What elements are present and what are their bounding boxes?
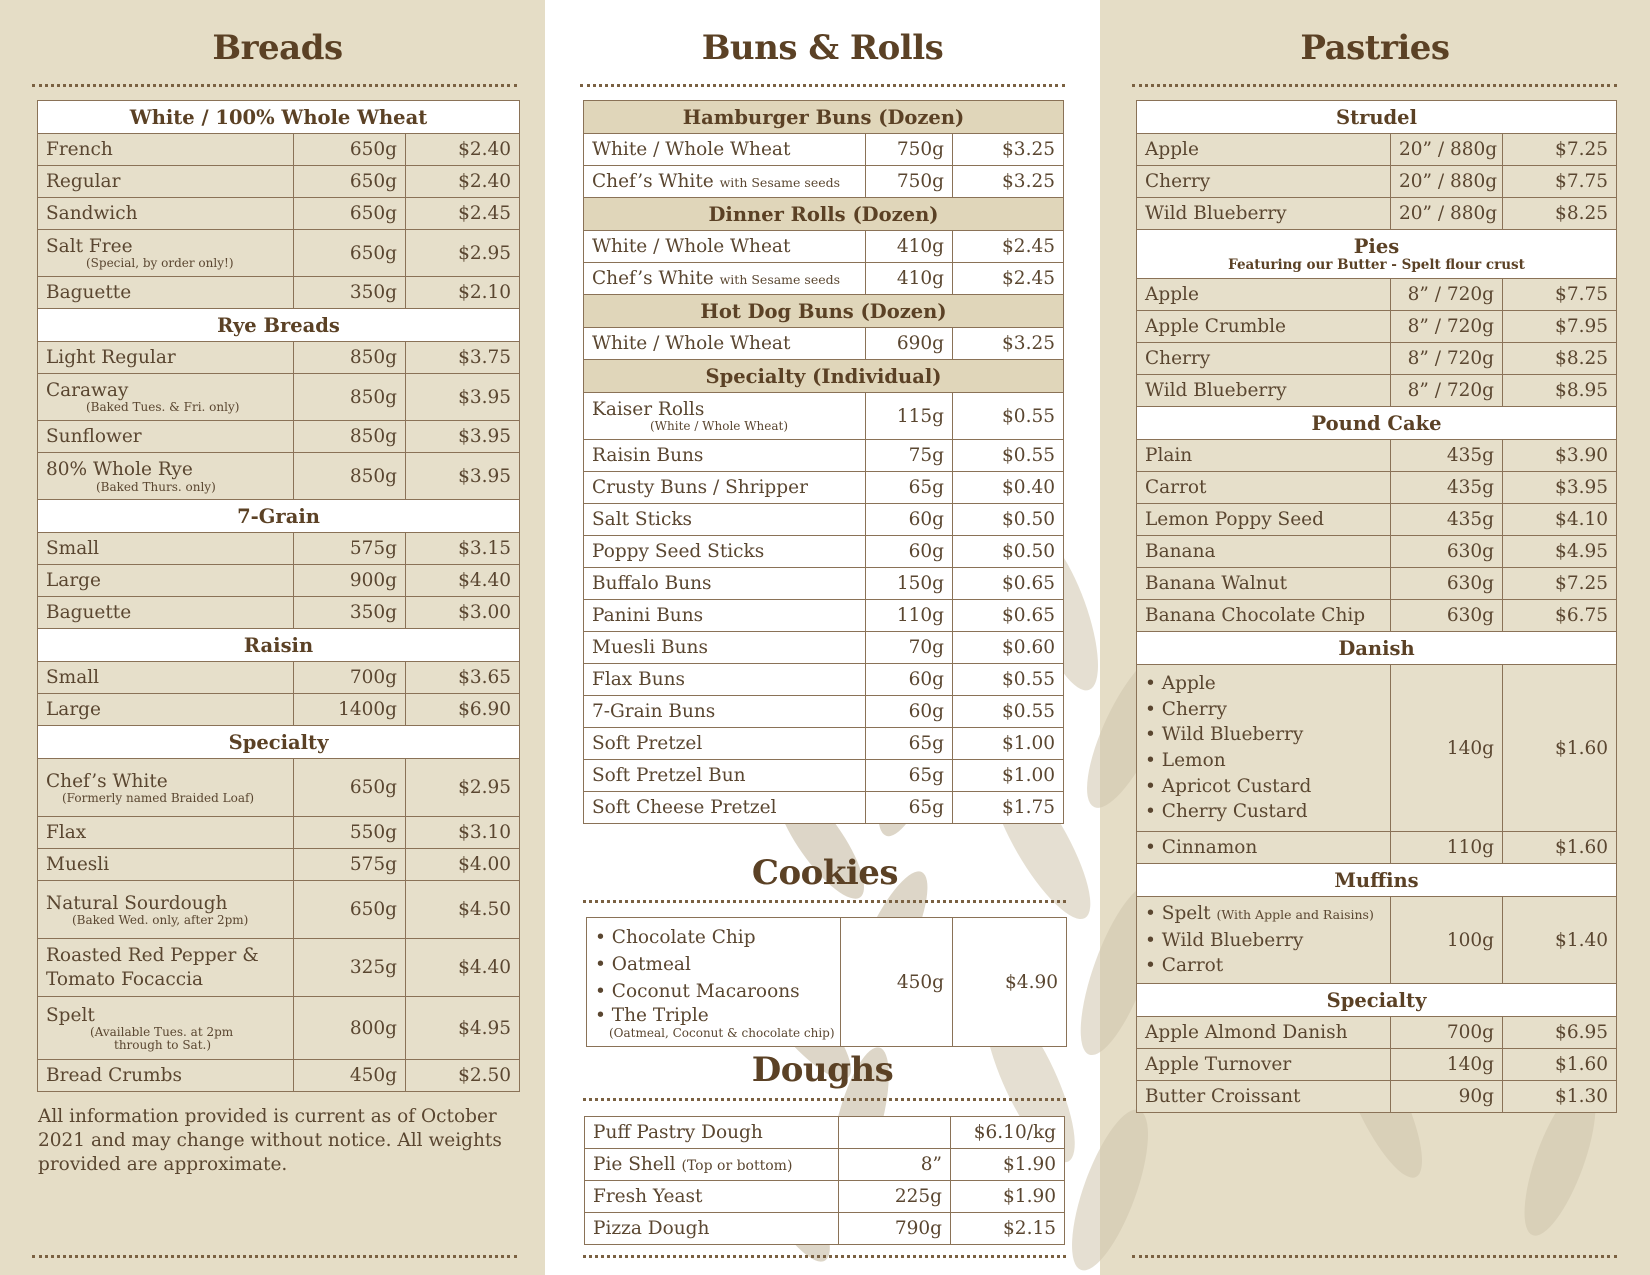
menu-row: Soft Pretzel Bun 65g $1.00 xyxy=(584,760,1064,792)
buns-table xyxy=(583,100,1064,824)
item-note: (Special, by order only!) xyxy=(86,256,234,270)
menu-row: Banana 630g $4.95 xyxy=(1137,536,1617,568)
pastries-heading: Pastries xyxy=(1300,28,1450,68)
item-name: Spelt xyxy=(46,1004,95,1026)
item-name-line2: Tomato Focaccia xyxy=(46,968,204,990)
danish-item: • Wild Blueberry xyxy=(1145,724,1304,746)
section-7-grain: 7-Grain xyxy=(38,500,520,533)
cookie-item: • Oatmeal xyxy=(595,954,691,975)
muffin-item: • Spelt xyxy=(1145,903,1211,925)
cookie-item: • Coconut Macaroons xyxy=(595,981,800,1002)
menu-row: Bread Crumbs 450g $2.50 xyxy=(38,1060,520,1092)
menu-row: French 650g $2.40 xyxy=(38,134,520,166)
cookie-note: (Oatmeal, Coconut & chocolate chip) xyxy=(609,1026,835,1040)
menu-row: Apple 8” / 720g $7.75 xyxy=(1137,279,1617,311)
section-muffins: Muffins xyxy=(1137,864,1617,897)
menu-row: Large 1400g $6.90 xyxy=(38,694,520,726)
menu-row: Flax Buns 60g $0.55 xyxy=(584,664,1064,696)
menu-row: Small 575g $3.15 xyxy=(38,533,520,565)
menu-row: Apple Turnover 140g $1.60 xyxy=(1137,1049,1617,1081)
menu-row: Muesli Buns 70g $0.60 xyxy=(584,632,1064,664)
menu-row: Muesli 575g $4.00 xyxy=(38,849,520,881)
menu-row: Regular 650g $2.40 xyxy=(38,166,520,198)
menu-row: White / Whole Wheat 410g $2.45 xyxy=(584,231,1064,263)
item-note: with Sesame seeds xyxy=(719,175,841,190)
menu-row: Wild Blueberry 20” / 880g $8.25 xyxy=(1137,198,1617,230)
item-note-line2: through to Sat.) xyxy=(114,1037,212,1052)
menu-row: Buffalo Buns 150g $0.65 xyxy=(584,568,1064,600)
menu-row: Sandwich 650g $2.45 xyxy=(38,198,520,230)
menu-row: Light Regular 850g $3.75 xyxy=(38,342,520,374)
menu-row: Apple 20” / 880g $7.25 xyxy=(1137,134,1617,166)
danish-item: • Apricot Custard xyxy=(1145,775,1312,797)
section-white-wheat: White / 100% Whole Wheat xyxy=(38,101,520,134)
item-note: (Top or bottom) xyxy=(681,1158,793,1174)
menu-row: Cherry 8” / 720g $8.25 xyxy=(1137,343,1617,375)
buns-heading: Buns & Rolls xyxy=(701,28,944,68)
item-note: (Baked Wed. only, after 2pm) xyxy=(72,912,249,927)
menu-row: Chef’s White (Formerly named Braided Loaf) 650g $2.95 xyxy=(38,759,520,817)
menu-row: Roasted Red Pepper & Tomato Focaccia 325g $4.40 xyxy=(38,939,520,997)
item-note: (Baked Tues. & Fri. only) xyxy=(86,400,240,414)
section-danish: Danish xyxy=(1137,632,1617,665)
menu-row: Caraway (Baked Tues. & Fri. only) 850g $3.95 xyxy=(38,374,520,421)
section-pound-cake: Pound Cake xyxy=(1137,407,1617,440)
item-note: with Sesame seeds xyxy=(719,272,841,287)
breads-heading: Breads xyxy=(212,28,343,68)
menu-row: Soft Pretzel 65g $1.00 xyxy=(584,728,1064,760)
pastries-divider xyxy=(1132,84,1617,87)
item-note: (Baked Thurs. only) xyxy=(96,479,216,494)
cookies-divider xyxy=(583,900,1066,903)
menu-row: Small 700g $3.65 xyxy=(38,662,520,694)
menu-row: Flax 550g $3.10 xyxy=(38,817,520,849)
menu-row: Soft Cheese Pretzel 65g $1.75 xyxy=(584,792,1064,824)
menu-row: Fresh Yeast 225g $1.90 xyxy=(585,1181,1065,1213)
menu-row: 7-Grain Buns 60g $0.55 xyxy=(584,696,1064,728)
menu-row: Kaiser Rolls (White / Whole Wheat) 115g $0.55 xyxy=(584,393,1064,440)
cookies-row: • Chocolate Chip • Oatmeal • Coconut Macaroons • The Triple (Oatmeal, Coconut & chocolate chip) 450g $4.90 xyxy=(587,918,1067,1047)
item-name: Caraway xyxy=(46,380,129,401)
buns-bottom-divider xyxy=(583,1255,1066,1258)
cookies-heading: Cookies xyxy=(751,853,899,893)
breads-divider xyxy=(32,84,517,87)
item-name: Kaiser Rolls xyxy=(592,399,705,420)
menu-row: Natural Sourdough (Baked Wed. only, after 2pm) 650g $4.50 xyxy=(38,881,520,939)
cookies-table xyxy=(586,917,1067,1047)
pastries-bottom-divider xyxy=(1132,1255,1617,1258)
cookie-item: • The Triple xyxy=(595,1005,709,1026)
muffins-row: • Spelt (With Apple and Raisins) • Wild Blueberry • Carrot 100g $1.40 xyxy=(1137,897,1617,984)
menu-row: Salt Free (Special, by order only!) 650g $2.95 xyxy=(38,230,520,277)
breads-table xyxy=(37,100,520,1092)
danish-item: • Lemon xyxy=(1145,750,1226,771)
pies-title: Pies xyxy=(1353,235,1400,258)
section-strudel: Strudel xyxy=(1137,101,1617,134)
section-rye: Rye Breads xyxy=(38,309,520,342)
section-hot-dog: Hot Dog Buns (Dozen) xyxy=(584,295,1064,328)
pastries-table xyxy=(1136,100,1617,1113)
item-note: (Available Tues. at 2pm xyxy=(90,1024,234,1039)
menu-row: 80% Whole Rye (Baked Thurs. only) 850g $3.95 xyxy=(38,453,520,500)
section-hamburger: Hamburger Buns (Dozen) xyxy=(584,101,1064,134)
item-name: Pie Shell xyxy=(593,1154,676,1175)
menu-row: Chef’s White with Sesame seeds 410g $2.45 xyxy=(584,263,1064,295)
item-name: Salt Free xyxy=(46,236,133,257)
item-name: Natural Sourdough xyxy=(46,892,228,914)
menu-row: White / Whole Wheat 690g $3.25 xyxy=(584,328,1064,360)
doughs-divider xyxy=(583,1098,1066,1101)
pies-subtitle: Featuring our Butter - Spelt flour crust xyxy=(1228,257,1525,273)
section-dinner-rolls: Dinner Rolls (Dozen) xyxy=(584,198,1064,231)
menu-row: Large 900g $4.40 xyxy=(38,565,520,597)
item-name: Chef’s White xyxy=(592,268,714,289)
danish-item: • Cherry Custard xyxy=(1145,801,1308,823)
danish-group-row: • Apple • Cherry • Wild Blueberry • Lemon • Apricot Custard • Cherry Custard 140g $1.60 xyxy=(1137,665,1617,832)
menu-row: Banana Chocolate Chip 630g $6.75 xyxy=(1137,600,1617,632)
menu-row: Apple Crumble 8” / 720g $7.95 xyxy=(1137,311,1617,343)
section-raisin: Raisin xyxy=(38,629,520,662)
menu-row: Carrot 435g $3.95 xyxy=(1137,472,1617,504)
muffin-note: (With Apple and Raisins) xyxy=(1216,907,1374,923)
menu-row: Pizza Dough 790g $2.15 xyxy=(585,1213,1065,1245)
danish-item: • Cherry xyxy=(1145,698,1227,720)
section-bun-specialty: Specialty (Individual) xyxy=(584,360,1064,393)
item-name: Roasted Red Pepper & xyxy=(46,944,259,966)
disclaimer-text: All information provided is current as of October 2021 and may change without notice. All weights provided are approximate. xyxy=(38,1106,502,1175)
doughs-heading: Doughs xyxy=(751,1050,894,1090)
menu-row: Spelt (Available Tues. at 2pm through to Sat.) 800g $4.95 xyxy=(38,997,520,1060)
menu-row: Salt Sticks 60g $0.50 xyxy=(584,504,1064,536)
section-pastry-specialty: Specialty xyxy=(1137,984,1617,1017)
menu-row: Poppy Seed Sticks 60g $0.50 xyxy=(584,536,1064,568)
doughs-table xyxy=(584,1116,1065,1245)
menu-row: Crusty Buns / Shripper 65g $0.40 xyxy=(584,472,1064,504)
item-name: Chef’s White xyxy=(592,171,714,192)
item-name: 80% Whole Rye xyxy=(46,458,193,480)
menu-row: Baguette 350g $3.00 xyxy=(38,597,520,629)
breads-bottom-divider xyxy=(32,1255,517,1258)
section-pies xyxy=(1137,230,1617,279)
item-name: Chef’s White xyxy=(46,770,168,792)
buns-divider xyxy=(580,84,1065,87)
menu-row: Wild Blueberry 8” / 720g $8.95 xyxy=(1137,375,1617,407)
menu-row: Panini Buns 110g $0.65 xyxy=(584,600,1064,632)
menu-row: • Cinnamon 110g $1.60 xyxy=(1137,832,1617,864)
cookie-item: • Chocolate Chip xyxy=(595,927,756,948)
menu-row: Cherry 20” / 880g $7.75 xyxy=(1137,166,1617,198)
item-note: (Formerly named Braided Loaf) xyxy=(62,790,255,805)
muffin-item: • Carrot xyxy=(1145,955,1224,977)
menu-row: Chef’s White with Sesame seeds 750g $3.25 xyxy=(584,166,1064,198)
menu-row: Plain 435g $3.90 xyxy=(1137,440,1617,472)
menu-row: Banana Walnut 630g $7.25 xyxy=(1137,568,1617,600)
menu-row: Apple Almond Danish 700g $6.95 xyxy=(1137,1017,1617,1049)
muffin-item: • Wild Blueberry xyxy=(1145,929,1304,951)
item-note: (White / Whole Wheat) xyxy=(650,419,789,433)
menu-row: Raisin Buns 75g $0.55 xyxy=(584,440,1064,472)
menu-row: Sunflower 850g $3.95 xyxy=(38,421,520,453)
menu-row: Lemon Poppy Seed 435g $4.10 xyxy=(1137,504,1617,536)
menu-row: Baguette 350g $2.10 xyxy=(38,277,520,309)
menu-row: Butter Croissant 90g $1.30 xyxy=(1137,1081,1617,1113)
menu-row: White / Whole Wheat 750g $3.25 xyxy=(584,134,1064,166)
menu-row: Puff Pastry Dough $6.10/kg xyxy=(585,1117,1065,1149)
danish-item: • Apple xyxy=(1145,673,1216,695)
menu-row: Pie Shell (Top or bottom) 8” $1.90 xyxy=(585,1149,1065,1181)
section-bread-specialty: Specialty xyxy=(38,726,520,759)
